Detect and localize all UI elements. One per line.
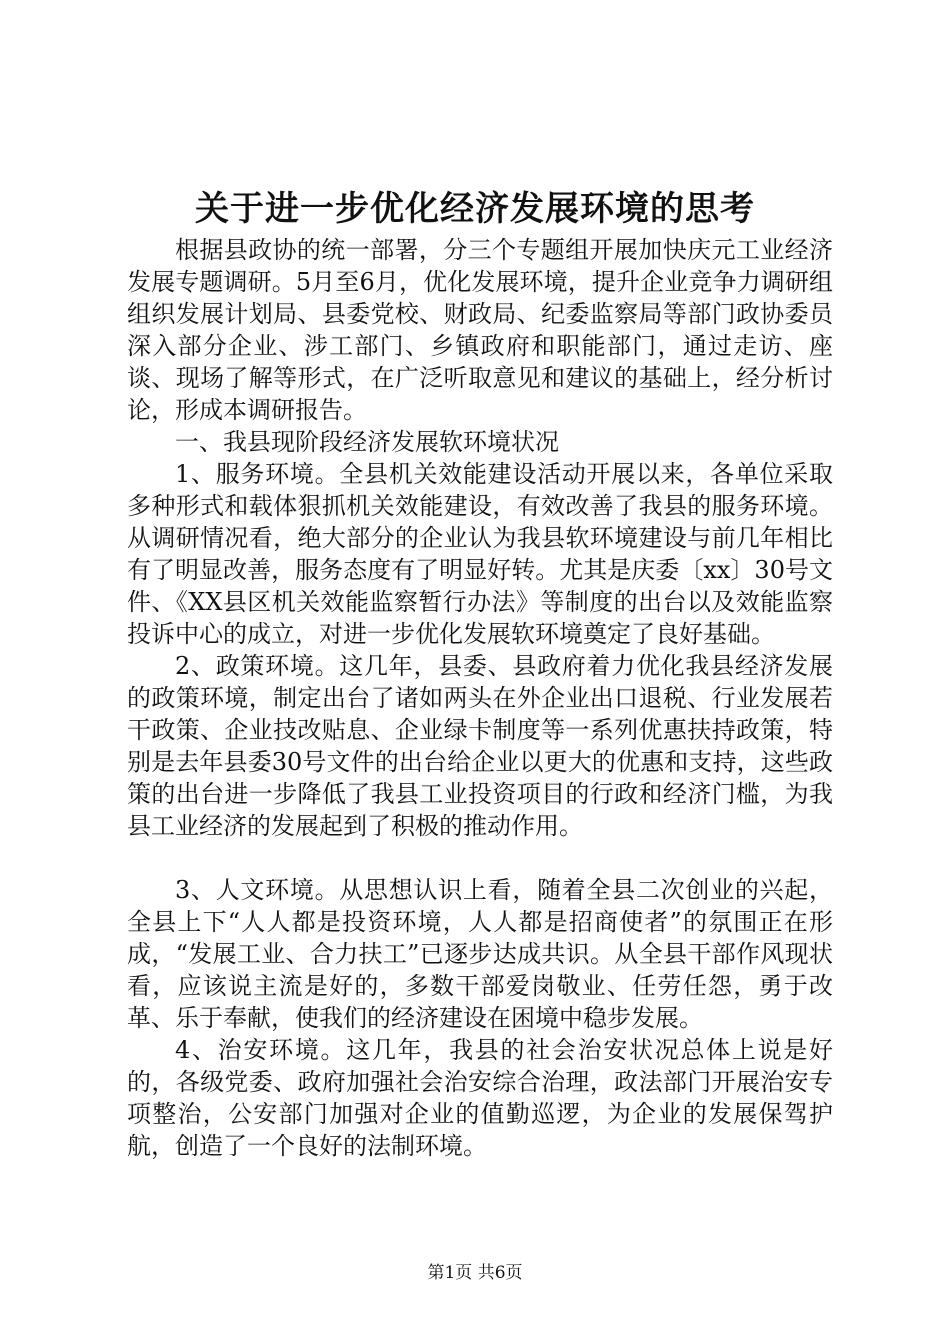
paragraph-cultural-environment: 3、人文环境。从思想认识上看，随着全县二次创业的兴起，全县上下“人人都是投资环境，人人都是招商使者”的氛围正在形成，“发展工业、合力扶工”已逐步达成共识。从全县干部作风现状看，应该说主流是好的，多数干部爱岗敬业、任劳任怨，勇于改革、乐于奉献，使我们的经济建设在困境中稳步发展。: [127, 876, 833, 1032]
section-heading: 一、我县现阶段经济发展软环境状况: [175, 428, 559, 456]
page-number-footer: 第1页 共6页: [427, 1263, 523, 1283]
document-title: 关于进一步优化经济发展环境的思考: [195, 189, 755, 229]
blank-line: [127, 842, 833, 874]
paragraph-intro: 根据县政协的统一部署，分三个专题组开展加快庆元工业经济发展专题调研。5月至6月，优化发展环境，提升企业竞争力调研组组织发展计划局、县委党校、财政局、纪委监察局等部门政协委员深入部分企业、涉工部门、乡镇政府和职能部门，通过走访、座谈、现场了解等形式，在广泛听取意见和建议的基础上，经分析讨论，形成本调研报告。: [127, 236, 833, 424]
document-body: [127, 234, 833, 1162]
paragraph-security-environment: 4、治安环境。这几年，我县的社会治安状况总体上说是好的，各级党委、政府加强社会治安综合治理，政法部门开展治安专项整治，公安部门加强对企业的值勤巡逻，为企业的发展保驾护航，创造了一个良好的法制环境。: [127, 1036, 833, 1160]
paragraph-service-environment: 1、服务环境。全县机关效能建设活动开展以来，各单位采取多种形式和载体狠抓机关效能建设，有效改善了我县的服务环境。从调研情况看，绝大部分的企业认为我县软环境建设与前几年相比有了明显改善，服务态度有了明显好转。尤其是庆委〔xx〕30号文件、《XX县区机关效能监察暂行办法》等制度的出台以及效能监察投诉中心的成立，对进一步优化发展软环境奠定了良好基础。: [127, 460, 833, 648]
paragraph-policy-environment: 2、政策环境。这几年，县委、县政府着力优化我县经济发展的政策环境，制定出台了诸如两头在外企业出口退税、行业发展若干政策、企业技改贴息、企业绿卡制度等一系列优惠扶持政策，特别是去年县委30号文件的出台给企业以更大的优惠和支持，这些政策的出台进一步降低了我县工业投资项目的行政和经济门槛，为我县工业经济的发展起到了积极的推动作用。: [127, 652, 833, 840]
